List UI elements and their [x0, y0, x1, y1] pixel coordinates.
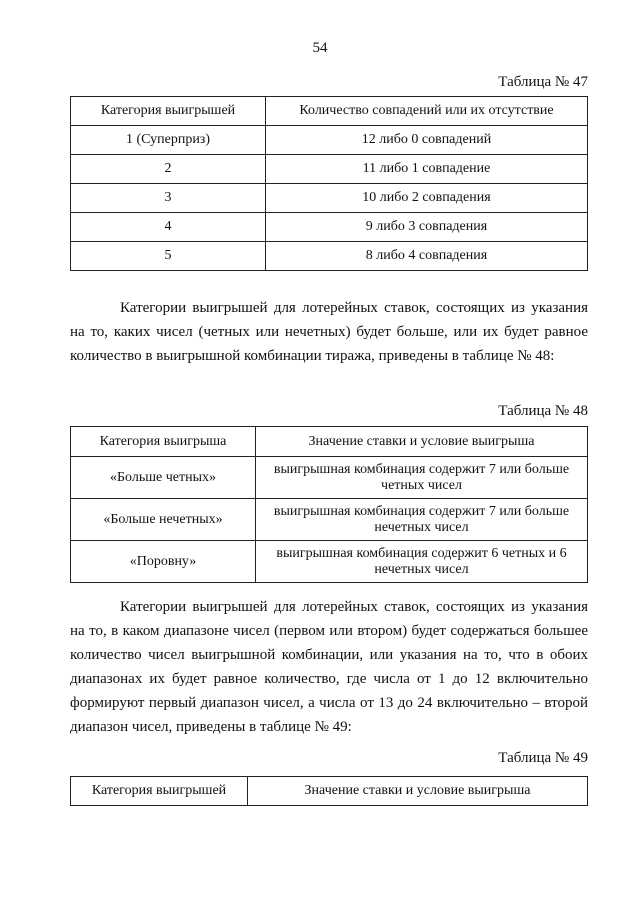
table-row	[71, 126, 588, 155]
table-header-row	[71, 777, 588, 806]
category-cell: 3	[71, 184, 266, 213]
table-header-row	[71, 97, 588, 126]
table-row	[71, 155, 588, 184]
condition-cell: выигрышная комбинация содержит 7 или больше нечетных чисел	[256, 499, 588, 541]
header-cell: Количество совпадений или их отсутствие	[266, 97, 588, 126]
category-cell: 4	[71, 213, 266, 242]
table-row	[71, 457, 588, 499]
category-cell: 5	[71, 242, 266, 271]
table-row	[71, 541, 588, 583]
header-cell: Категория выигрышей	[71, 97, 266, 126]
header-cell: Категория выигрыша	[71, 427, 256, 457]
paragraph-1: Категории выигрышей для лотерейных ставок, состоящих из указания на то, каких чисел (четных или нечетных) будет больше, или их будет равное количество в выигрышной комбинации тиража, приведены в таблице № 48:	[70, 300, 588, 364]
table-47	[70, 96, 588, 271]
matches-cell: 11 либо 1 совпадение	[266, 155, 588, 184]
header-cell: Категория выигрышей	[71, 777, 248, 806]
matches-cell: 9 либо 3 совпадения	[266, 213, 588, 242]
table-48	[70, 426, 588, 583]
header-cell: Значение ставки и условие выигрыша	[248, 777, 588, 806]
category-cell: 1 (Суперприз)	[71, 126, 266, 155]
condition-cell: выигрышная комбинация содержит 6 четных и 6 нечетных чисел	[256, 541, 588, 583]
table-row	[71, 213, 588, 242]
table-row	[71, 184, 588, 213]
category-cell: «Поровну»	[71, 541, 256, 583]
table-row	[71, 499, 588, 541]
category-cell: «Больше нечетных»	[71, 499, 256, 541]
table-49-caption: Таблица № 49	[498, 750, 588, 766]
matches-cell: 10 либо 2 совпадения	[266, 184, 588, 213]
matches-cell: 12 либо 0 совпадений	[266, 126, 588, 155]
table-47-caption: Таблица № 47	[498, 74, 588, 90]
table-row	[71, 242, 588, 271]
table-48-caption: Таблица № 48	[498, 403, 588, 419]
category-cell: «Больше четных»	[71, 457, 256, 499]
matches-cell: 8 либо 4 совпадения	[266, 242, 588, 271]
table-header-row	[71, 427, 588, 457]
page-number: 54	[312, 40, 328, 56]
paragraph-2: Категории выигрышей для лотерейных ставок, состоящих из указания на то, в каком диапазоне чисел (первом или втором) будет содержаться большее количество чисел выигрышной комбинации, или указания на то, что в обоих диапазонах их будет равное количество, где числа от 1 до 12 включительно формируют первый диапазон чисел, а числа от 13 до 24 включительно – второй диапазон чисел, приведены в таблице № 49:	[70, 599, 588, 735]
header-cell: Значение ставки и условие выигрыша	[256, 427, 588, 457]
condition-cell: выигрышная комбинация содержит 7 или больше четных чисел	[256, 457, 588, 499]
category-cell: 2	[71, 155, 266, 184]
table-49	[70, 776, 588, 806]
